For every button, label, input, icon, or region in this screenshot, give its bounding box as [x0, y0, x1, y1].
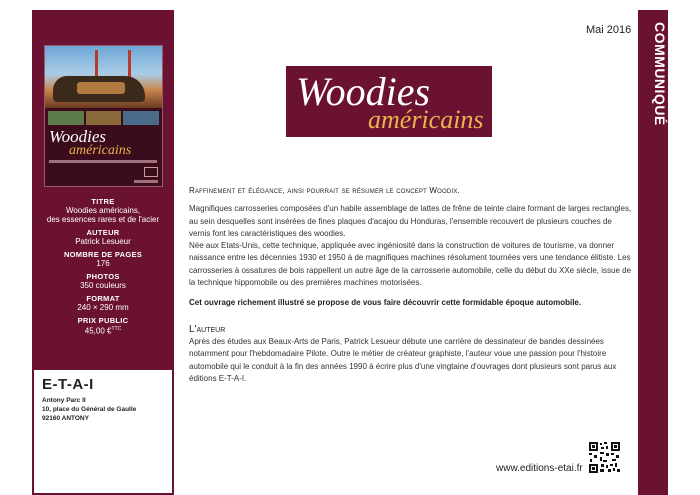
titre-label: TITRE [91, 197, 115, 206]
communique-band [638, 10, 668, 495]
format-label: FORMAT [86, 294, 120, 303]
cover-title-line1: Woodies [49, 127, 106, 146]
cover-photo [45, 46, 162, 108]
publisher-address [42, 396, 136, 423]
banner-title-line2: américains [368, 105, 484, 134]
prix-label: PRIX PUBLIC [77, 316, 129, 325]
titre-value-2: des essences rares et de l'acier [46, 215, 160, 224]
cover-logo-icon [144, 167, 158, 177]
cover-thumbnails [48, 111, 159, 125]
intro-heading: Raffinement et élégance, ainsi pourrait se résumer le concept Woodix. [189, 186, 460, 195]
woodie-car-shape [53, 76, 145, 102]
paragraph-2: Née aux Etats-Unis, cette technique, appliquée avec ingéniosité dans la construction de voitures de tourisme, va donner naissance entre les décennies 1930 et 1950 à de magnifiques machines résolument tournées vers une tendance élitiste. Les carrosseries à ossatures de bois rappellent un autre âge de la carrosserie automobile, celle du début du XXe siècle, issue de la technique hippomobile ou des premières machines motorisées. [189, 241, 632, 288]
body-text [189, 185, 632, 385]
photos-label: PHOTOS [86, 272, 120, 281]
paragraph-1: Magnifiques carrosseries composées d'un habile assemblage de lattes de frêne de teinte claire formant de larges rectangles, au sein desquelles sont insérées de fines plaques d'acajou du Honduras, l'ensemble recouvert de plusieurs couches de vernis font les caractéristiques des woodies. [189, 204, 632, 238]
pages-label: NOMBRE DE PAGES [63, 250, 143, 259]
website-link[interactable]: www.editions-etai.fr [496, 463, 583, 474]
author-heading: L'auteur [189, 323, 226, 335]
cover-title-line2: américains [69, 143, 132, 158]
address-line-1: Antony Parc II [42, 397, 86, 404]
communique-label: COMMUNIQUÉ [652, 22, 668, 126]
book-metadata [32, 193, 174, 336]
prix-amount: 45,00 € [84, 326, 112, 336]
auteur-label: AUTEUR [86, 228, 120, 237]
paragraph-3: Cet ouvrage richement illustré se propose de vous faire découvrir cette formidable époque automobile. [189, 298, 582, 308]
cover-author-bar [134, 180, 158, 183]
paragraph-author: Après des études aux Beaux-Arts de Paris, Patrick Lesueur débute une carrière de dessinateur de bandes dessinées notamment pour l'hebdomadaire Pilote. Outre le métier de créateur graphiste, l'auteur voue une passion pour l'histoire automobile qui le conduit à la fin des années 1990 à écrire plus d'une vingtaine d'ouvrages dont plusieurs sont parus aux éditions E-T-A-I. [189, 336, 617, 383]
cover-subtitle-bar [49, 160, 157, 163]
release-date: Mai 2016 [586, 24, 632, 36]
pages-value: 176 [96, 259, 110, 268]
banner-title-line1: Woodies [296, 69, 431, 114]
etai-logo: E-T-A-I [42, 376, 94, 393]
photos-value: 350 couleurs [80, 281, 126, 290]
address-line-3: 92160 ANTONY [42, 415, 89, 422]
address-line-2: 10, place du Général de Gaulle [42, 406, 137, 413]
prix-value [32, 325, 174, 336]
titre-value-1: Woodies américains, [65, 206, 141, 215]
auteur-value: Patrick Lesueur [75, 237, 131, 246]
title-banner [286, 66, 492, 137]
prix-suffix: TTC [111, 326, 122, 332]
qr-code-icon [588, 441, 621, 474]
book-cover-image [44, 45, 163, 187]
publisher-box [34, 370, 172, 493]
sidebar [32, 10, 174, 495]
format-value: 240 × 290 mm [77, 303, 129, 312]
